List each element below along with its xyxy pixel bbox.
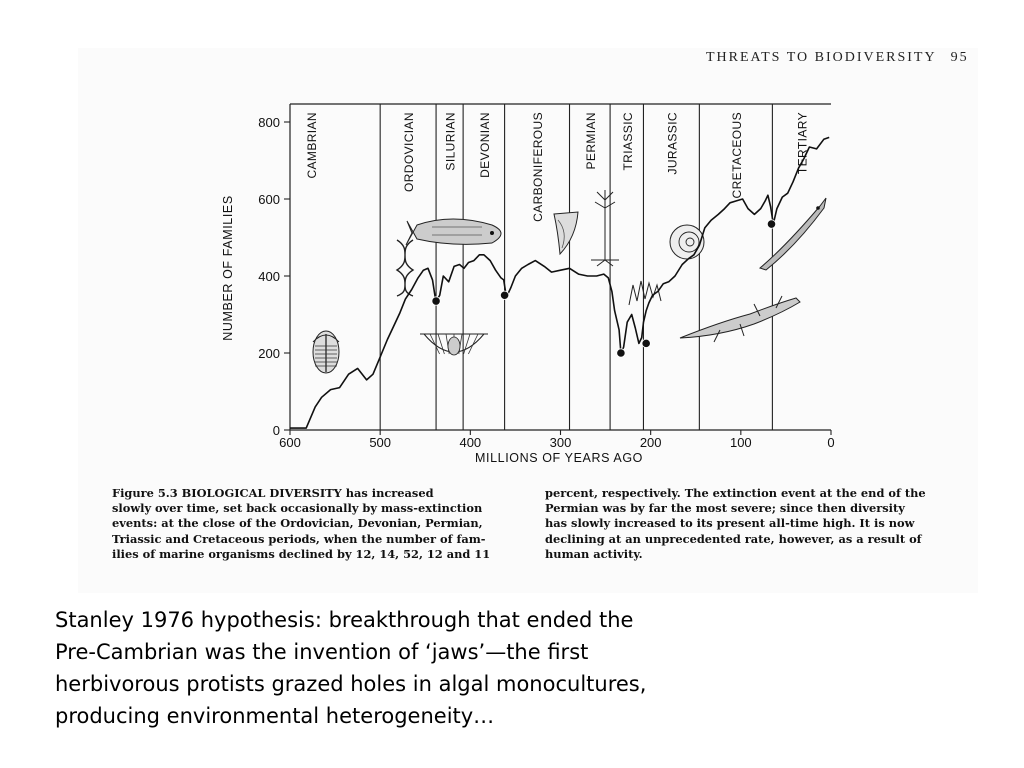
period-label: CAMBRIAN (305, 112, 319, 179)
extinction-point (617, 349, 625, 357)
page-number: 95 (950, 50, 969, 65)
coral-horn (554, 212, 578, 254)
caption-line: declining at an unprecedented rate, however, as a result of (545, 531, 922, 546)
caption-line: Figure 5.3 BIOLOGICAL DIVERSITY has increased (112, 486, 434, 500)
brachiopod-center (448, 337, 460, 355)
y-tick-label: 400 (258, 269, 280, 284)
note-line: Pre-Cambrian was the invention of ‘jaws’—the first (55, 640, 589, 664)
caption-line: human activity. (545, 546, 643, 561)
fish-eye (490, 231, 494, 235)
chart-axes (258, 104, 834, 450)
running-head-text: THREATS TO BIODIVERSITY (706, 50, 937, 65)
x-tick-label: 300 (549, 435, 572, 450)
reptile-icon (680, 296, 800, 342)
period-label: DEVONIAN (477, 112, 492, 178)
extinction-point (642, 339, 650, 347)
caption-line: ilies of marine organisms declined by 12, 14, 52, 12 and 11 (112, 546, 491, 561)
period-boundaries (380, 104, 772, 430)
caption-line: percent, respectively. The extinction event at the end of the (545, 486, 926, 500)
crinoid-stem (591, 200, 619, 266)
jawless-fish-icon (406, 219, 501, 245)
note-line: Stanley 1976 hypothesis: breakthrough that ended the (55, 608, 634, 632)
x-tick-label: 200 (639, 435, 662, 450)
period-label: CRETACEOUS (729, 112, 744, 199)
note-line: herbivorous protists grazed holes in algal monocultures, (55, 672, 647, 696)
period-label: SILURIAN (443, 112, 458, 171)
figure-caption-left (112, 486, 524, 562)
fish-icon (760, 198, 826, 270)
period-label: JURASSIC (665, 112, 680, 175)
x-tick-label: 500 (369, 435, 392, 450)
brachiopod-rib (438, 334, 444, 354)
y-tick-label: 0 (272, 423, 280, 438)
period-label: CARBONIFEROUS (531, 112, 546, 222)
caption-line: slowly over time, set back occasionally by mass-extinction (112, 501, 483, 516)
fish-eye (816, 206, 820, 210)
x-tick-label: 600 (279, 435, 301, 450)
brachiopod-rib (464, 334, 470, 354)
brachiopod-rib (430, 334, 440, 354)
crinoid-icon (591, 190, 619, 266)
brachiopod-rib (468, 334, 478, 354)
x-tick-label: 400 (459, 435, 482, 450)
caption-line: Permian was by far the most severe; since then diversity (545, 501, 905, 516)
brachiopod-icon (420, 334, 488, 355)
period-label: TRIASSIC (620, 112, 635, 171)
x-tick-label: 100 (729, 435, 752, 450)
fish-body (406, 219, 501, 245)
y-axis-title: NUMBER OF FAMILIES (221, 195, 235, 341)
graptolite-icon (397, 240, 413, 296)
reptile-body (680, 298, 800, 338)
extinction-point (432, 297, 440, 305)
x-axis-title: MILLIONS OF YEARS AGO (475, 451, 643, 465)
extinction-point (500, 291, 508, 299)
ammonite-icon (670, 225, 704, 259)
diversity-line (290, 137, 829, 428)
figure-caption-right (545, 486, 955, 562)
slide-note (55, 604, 955, 732)
y-tick-label: 200 (258, 346, 280, 361)
y-tick-label: 600 (258, 192, 280, 207)
period-label: PERMIAN (583, 112, 598, 170)
trilobite-icon (313, 331, 339, 373)
caption-line: Triassic and Cretaceous periods, when the number of fam- (112, 531, 486, 546)
period-label: ORDOVICIAN (402, 112, 417, 193)
extinction-point (767, 220, 775, 228)
period-label: TERTIARY (795, 112, 810, 175)
caption-line: has slowly increased to its present all-time high. It is now (545, 516, 915, 531)
caption-line: events: at the close of the Ordovician, Devonian, Permian, (112, 516, 483, 531)
horn-coral-icon (554, 212, 578, 254)
fish-body (760, 198, 826, 270)
y-tick-label: 800 (258, 115, 280, 130)
diversity-series (290, 137, 829, 428)
graptolite-strands (397, 240, 413, 296)
x-tick-label: 0 (827, 435, 835, 450)
note-line: producing environmental heterogeneity… (55, 704, 495, 728)
